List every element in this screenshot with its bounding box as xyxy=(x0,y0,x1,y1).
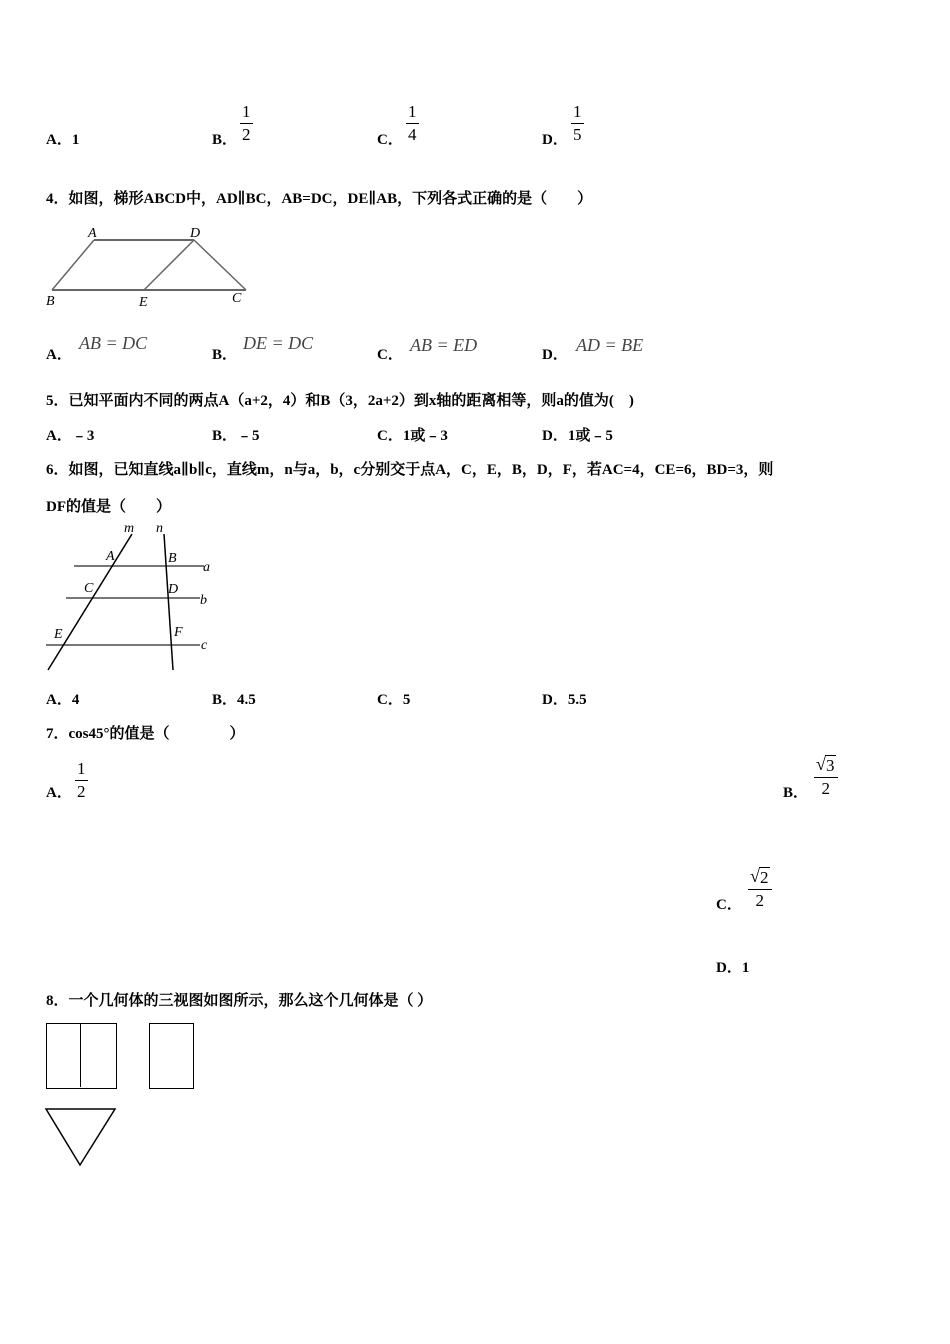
q3-option-c-letter: C． xyxy=(377,132,403,148)
q7-option-c-fraction xyxy=(748,866,772,910)
label-b: B xyxy=(46,294,55,309)
q4-option-a-letter: A． xyxy=(46,347,72,363)
label-a: A xyxy=(88,226,97,241)
q4-option-b-expr: DE = DC xyxy=(243,333,314,353)
triangle-shape xyxy=(46,1109,115,1165)
q7-option-b-letter: B． xyxy=(783,785,809,801)
q3-option-d-letter: D． xyxy=(542,132,568,148)
numerator: 1 xyxy=(573,102,582,121)
option-letter: A． xyxy=(46,428,72,444)
q4-stem: 4．如图，梯形ABCD中，AD∥BC，AB=DC，DE∥AB，下列各式正确的是（ ） xyxy=(46,191,593,207)
option-letter: A． xyxy=(46,132,72,148)
q5-option-a xyxy=(46,424,94,445)
q5-stem: 5．已知平面内不同的两点A（a+2，4）和B（3，2a+2）到x轴的距离相等，则a的值为( ) xyxy=(46,393,634,409)
radicand: 2 xyxy=(760,868,769,887)
q4-option-c-letter: C． xyxy=(377,347,403,363)
numerator: 1 xyxy=(77,759,86,778)
label-b-line: b xyxy=(200,593,207,608)
q7-option-a-letter: A． xyxy=(46,785,72,801)
q4-trapezoid-figure xyxy=(44,222,250,310)
q3-option-a xyxy=(46,128,79,149)
option-letter: D． xyxy=(716,960,742,976)
segment-de xyxy=(144,240,194,290)
q3-option-b-fraction xyxy=(240,103,253,144)
label-d: D xyxy=(190,226,201,241)
option-value: 1 xyxy=(71,132,80,148)
option-letter: A． xyxy=(46,692,72,708)
option-value: 5.5 xyxy=(567,692,587,708)
label-c-point: C xyxy=(84,581,94,596)
front-view-divider xyxy=(80,1023,81,1087)
label-c: C xyxy=(232,291,242,306)
front-view-rect xyxy=(46,1023,117,1089)
q5-option-d xyxy=(542,424,613,445)
q6-option-a xyxy=(46,688,79,709)
q8-stem: 8．一个几何体的三视图如图所示，那么这个几何体是（ ） xyxy=(46,993,433,1009)
label-c-line: c xyxy=(201,638,208,653)
segment-dc xyxy=(194,240,246,290)
option-value: ﹣5 xyxy=(237,428,260,444)
q6-option-b xyxy=(212,688,256,709)
label-b-point: B xyxy=(168,551,177,566)
q6-option-d xyxy=(542,688,587,709)
q7-stem: 7．cos45°的值是（ ） xyxy=(46,726,245,742)
sqrt-icon: √ 3 xyxy=(816,754,835,775)
option-letter: D． xyxy=(542,692,568,708)
q4-option-b-letter: B． xyxy=(212,347,238,363)
q7-option-d xyxy=(716,956,749,977)
option-letter: B． xyxy=(212,692,238,708)
q3-option-c-fraction xyxy=(406,103,419,144)
label-m: m xyxy=(124,521,135,536)
option-value: 1或﹣5 xyxy=(567,428,613,444)
option-value: 4.5 xyxy=(237,692,256,708)
numerator: 1 xyxy=(242,102,251,121)
q6-stem-line2: DF的值是（ ） xyxy=(46,499,171,515)
q6-stem-line1: 6．如图，已知直线a∥b∥c，直线m，n与a，b，c分别交于点A，C，E，B，D，F，若AC=4，CE=6，BD=3，则 xyxy=(46,462,774,478)
label-f-point: F xyxy=(174,625,183,640)
option-value: 1 xyxy=(741,960,750,976)
q7-option-b-fraction xyxy=(814,754,838,798)
label-n: n xyxy=(156,521,163,536)
sqrt-icon: √ 2 xyxy=(750,866,769,887)
q3-option-b-letter: B． xyxy=(212,132,238,148)
denominator: 2 xyxy=(242,125,251,144)
denominator: 2 xyxy=(77,782,86,801)
denominator: 2 xyxy=(821,779,830,798)
q5-option-c xyxy=(377,424,448,445)
denominator: 2 xyxy=(755,891,764,910)
option-letter: C． xyxy=(377,692,403,708)
option-value: 4 xyxy=(71,692,80,708)
option-letter: C． xyxy=(377,428,403,444)
label-d-point: D xyxy=(168,582,179,597)
numerator: 1 xyxy=(408,102,417,121)
q4-option-a-expr: AB = DC xyxy=(79,333,148,353)
label-e: E xyxy=(139,295,148,310)
top-view-triangle xyxy=(44,1106,118,1168)
q4-option-d-expr: AD = BE xyxy=(576,335,644,355)
label-a-line: a xyxy=(203,560,210,575)
line-m xyxy=(48,534,132,670)
segment-ab xyxy=(52,240,94,290)
option-letter: B． xyxy=(212,428,238,444)
q4-option-d-letter: D． xyxy=(542,347,568,363)
denominator: 4 xyxy=(408,125,417,144)
q7-option-a-fraction xyxy=(75,760,88,801)
q4-option-c-expr: AB = ED xyxy=(410,335,478,355)
side-view-rect xyxy=(149,1023,194,1089)
q3-option-d-fraction xyxy=(571,103,584,144)
option-letter: D． xyxy=(542,428,568,444)
q7-option-c-letter: C． xyxy=(716,897,742,913)
radicand: 3 xyxy=(826,756,835,775)
q6-option-c xyxy=(377,688,410,709)
q6-parallel-lines-figure xyxy=(44,520,224,676)
option-value: 5 xyxy=(402,692,411,708)
label-e-point: E xyxy=(54,627,63,642)
option-value: ﹣3 xyxy=(71,428,95,444)
denominator: 5 xyxy=(573,125,582,144)
option-value: 1或﹣3 xyxy=(402,428,448,444)
label-a-point: A xyxy=(106,549,115,564)
q5-option-b xyxy=(212,424,260,445)
